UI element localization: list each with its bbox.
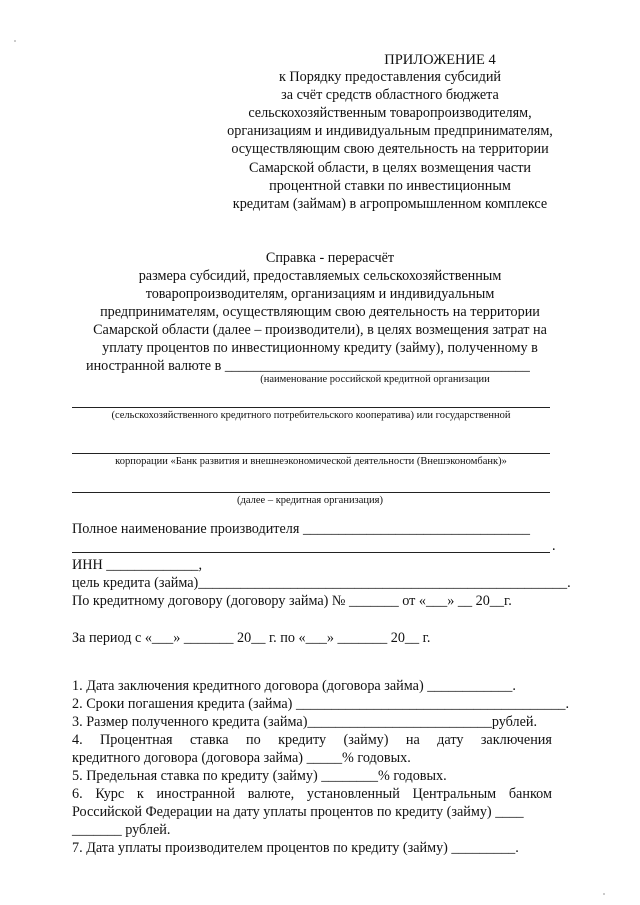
word: заключения: [480, 732, 552, 748]
word: к: [136, 786, 144, 802]
word: иностранной: [156, 786, 236, 802]
doc-title-line-6: иностранной валюте в ___________________________________________: [86, 358, 530, 374]
appendix-line-1: к Порядку предоставления субсидий: [278, 69, 502, 85]
producer-name-end: .: [552, 538, 556, 554]
item-3: 3. Размер полученного кредита (займа)__________________________рублей.: [72, 714, 538, 730]
doc-title-line-3: предпринимателям, осуществляющим свою деятельность на территории: [100, 304, 540, 320]
word: установленный: [306, 786, 400, 802]
caption-cooperative: (сельскохозяйственного кредитного потребительского кооператива) или государственной: [111, 410, 511, 421]
word: по: [246, 732, 261, 748]
caption-bank-name: (наименование российской кредитной организации: [260, 374, 490, 385]
appendix-line-6: Самарской области, в целях возмещения части: [248, 160, 531, 176]
item-6-line-2: Российской Федерации на дату уплаты процентов по кредиту (займу) ____: [72, 804, 524, 820]
scan-speck: [603, 893, 605, 895]
item-7: 7. Дата уплаты производителем процентов по кредиту (займу) _________.: [72, 840, 519, 856]
appendix-line-3: сельскохозяйственным товаропроизводителям,: [248, 105, 532, 121]
word: банком: [508, 786, 552, 802]
doc-title-line-4: Самарской области (далее – производители), в целях возмещения затрат на: [93, 322, 547, 338]
word: (займу): [343, 732, 389, 748]
caption-credit-org: (далее – кредитная организация): [237, 495, 383, 506]
item-1: 1. Дата заключения кредитного договора (договора займа) ____________.: [72, 678, 516, 694]
appendix-line-7: процентной ставки по инвестиционным: [269, 178, 511, 194]
appendix-line-2: за счёт средств областного бюджета: [281, 87, 499, 103]
caption-corporation: корпорации «Банк развития и внешнеэкономической деятельности (Внешэкономбанк)»: [115, 456, 507, 467]
item-6-line-3: _______ рублей.: [72, 822, 171, 838]
word: валюте,: [247, 786, 295, 802]
word: на: [405, 732, 420, 748]
doc-title-line-2: товаропроизводителям, организациям и индивидуальным: [145, 286, 495, 302]
word: дату: [437, 732, 464, 748]
word: 6.: [72, 786, 83, 802]
doc-title-line-5: уплату процентов по инвестиционному кредиту (займу), полученному в: [102, 340, 538, 356]
producer-name-line: [72, 552, 550, 553]
item-4-line-1: [72, 732, 552, 749]
period-field: За период с «___» _______ 20__ г. по «___» _______ 20__ г.: [72, 630, 431, 646]
appendix-line-8: кредитам (займам) в агропромышленном комплексе: [232, 196, 548, 212]
appendix-title: ПРИЛОЖЕНИЕ 4: [384, 52, 496, 68]
doc-heading: Справка - перерасчёт: [265, 250, 395, 266]
word: Курс: [95, 786, 125, 802]
item-6-line-1: [72, 786, 552, 803]
credit-purpose-field: цель кредита (займа)____________________________________________________.: [72, 575, 571, 591]
credit-contract-field: По кредитному договору (договору займа) № _______ от «___» __ 20__г.: [72, 593, 512, 609]
appendix-line-5: осуществляющим свою деятельность на территории: [231, 141, 549, 157]
word: Центральным: [412, 786, 497, 802]
blank-line-3: [72, 492, 550, 493]
word: 4.: [72, 732, 83, 748]
doc-title-line-1: размера субсидий, предоставляемых сельскохозяйственным: [138, 268, 502, 284]
item-5: 5. Предельная ставка по кредиту (займу) ________% годовых.: [72, 768, 447, 784]
scan-speck: [14, 40, 16, 42]
producer-name-field: Полное наименование производителя ________________________________: [72, 521, 530, 537]
blank-line-1: [72, 407, 550, 408]
item-2: 2. Сроки погашения кредита (займа) ______________________________________.: [72, 696, 570, 712]
word: кредиту: [278, 732, 327, 748]
word: ставка: [189, 732, 229, 748]
item-4-line-2: кредитного договора (договора займа) _____% годовых.: [72, 750, 411, 766]
appendix-line-4: организациям и индивидуальным предпринимателям,: [227, 123, 553, 139]
blank-line-2: [72, 453, 550, 454]
inn-field: ИНН _____________,: [72, 557, 203, 573]
word: Процентная: [100, 732, 173, 748]
